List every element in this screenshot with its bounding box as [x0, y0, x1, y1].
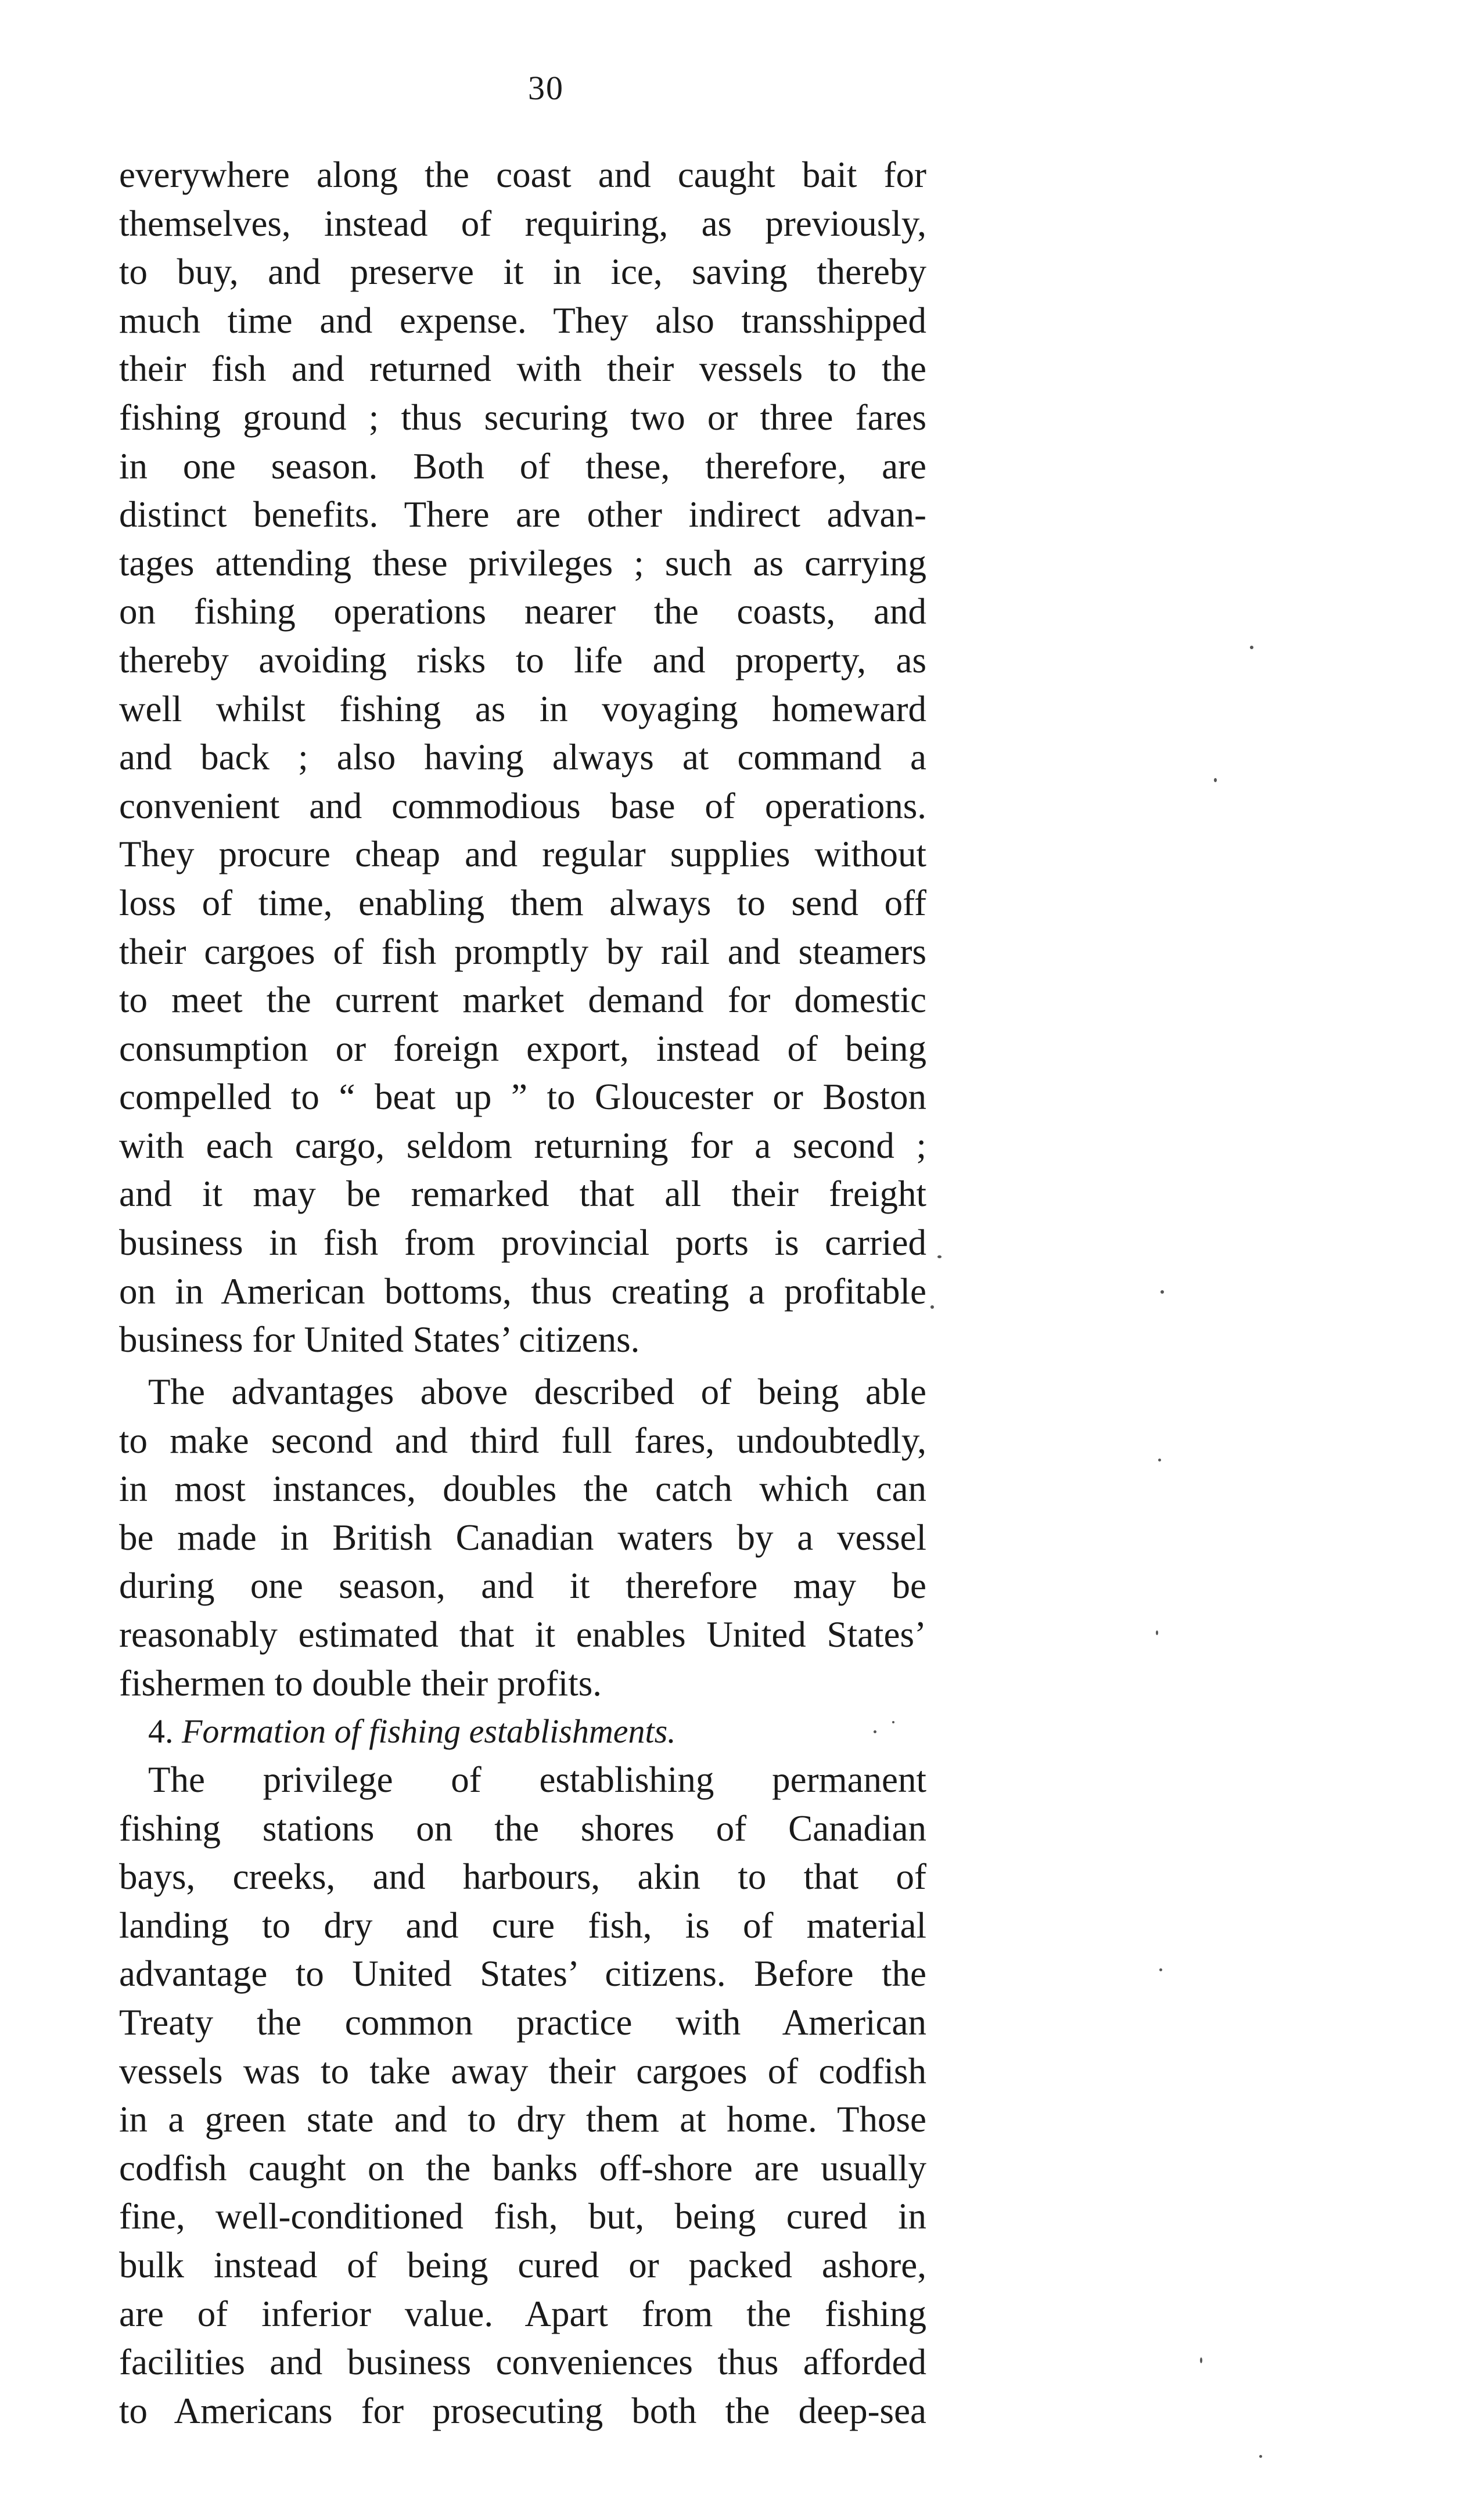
- text-line: on fishing operations nearer the coasts, and: [119, 591, 926, 632]
- section-title: Formation of fishing establishments.: [182, 1712, 676, 1750]
- text-line: facilities and business conveniences thus afforded: [119, 2342, 926, 2383]
- scan-speck: [1159, 1968, 1162, 1971]
- text-line: tages attending these privileges ; such as carrying: [119, 542, 926, 584]
- text-line: convenient and commodious base of operations.: [119, 785, 926, 826]
- text-line: fine, well-conditioned fish, but, being cured in: [119, 2196, 926, 2237]
- text-line: to Americans for prosecuting both the deep-sea: [119, 2390, 926, 2431]
- scan-speck: [874, 1730, 876, 1733]
- text-line: landing to dry and cure fish, is of material: [119, 1905, 926, 1946]
- text-line: codfish caught on the banks off-shore are usually: [119, 2147, 926, 2188]
- text-line: compelled to “ beat up ” to Gloucester or Boston: [119, 1077, 926, 1118]
- scan-speck: [1214, 778, 1217, 782]
- text-line: their cargoes of fish promptly by rail and steamers: [119, 931, 926, 972]
- page-number: 30: [528, 69, 564, 107]
- text-line: in a green state and to dry them at home. Those: [119, 2099, 926, 2140]
- text-line: vessels was to take away their cargoes of codfish: [119, 2050, 926, 2091]
- text-line: loss of time, enabling them always to send off: [119, 882, 926, 923]
- text-line: with each cargo, seldom returning for a second ;: [119, 1125, 926, 1166]
- text-line: and back ; also having always at command a: [119, 737, 926, 778]
- section-heading-line: [119, 1707, 926, 1756]
- scan-speck: [1158, 1459, 1161, 1461]
- text-line: consumption or foreign export, instead of being: [119, 1028, 926, 1069]
- scan-speck: [1160, 1290, 1164, 1294]
- text-line: The advantages above described of being able: [148, 1371, 926, 1412]
- text-line: bays, creeks, and harbours, akin to that of: [119, 1856, 926, 1898]
- text-line: be made in British Canadian waters by a vessel: [119, 1517, 926, 1558]
- text-line: fishing ground ; thus securing two or three fares: [119, 397, 926, 438]
- text-line: themselves, instead of requiring, as previously,: [119, 203, 926, 244]
- text-line: in most instances, doubles the catch which can: [119, 1468, 926, 1510]
- text-line: fishing stations on the shores of Canadian: [119, 1808, 926, 1849]
- text-line: are of inferior value. Apart from the fishing: [119, 2293, 926, 2334]
- text-line: on in American bottoms, thus creating a profitable: [119, 1270, 926, 1312]
- text-line: business for United States’ citizens.: [119, 1319, 640, 1360]
- text-line: business in fish from provincial ports is carried: [119, 1222, 926, 1263]
- paragraph-2: [119, 1368, 926, 1708]
- section-number: 4.: [148, 1712, 174, 1750]
- text-line: reasonably estimated that it enables United States’: [119, 1614, 926, 1655]
- text-line: advantage to United States’ citizens. Before the: [119, 1953, 926, 1995]
- text-line: well whilst fishing as in voyaging homeward: [119, 688, 926, 729]
- scan-speck: [1259, 2455, 1262, 2458]
- text-line: bulk instead of being cured or packed ashore,: [119, 2244, 926, 2285]
- text-line: everywhere along the coast and caught bait for: [119, 154, 926, 195]
- paragraph-3: [119, 1756, 926, 2435]
- scan-speck: [1200, 2357, 1202, 2363]
- paragraph-1: [119, 151, 926, 1365]
- text-line: their fish and returned with their vessels to the: [119, 348, 926, 390]
- text-line: during one season, and it therefore may be: [119, 1565, 926, 1607]
- scan-speck: [937, 1255, 942, 1258]
- scan-speck: [930, 1305, 934, 1309]
- scan-speck: [892, 1721, 894, 1723]
- text-line: much time and expense. They also transshipped: [119, 300, 926, 341]
- text-line: in one season. Both of these, therefore, are: [119, 445, 926, 487]
- text-line: fishermen to double their profits.: [119, 1662, 602, 1704]
- text-line: to make second and third full fares, undoubtedly,: [119, 1420, 926, 1461]
- text-line: The privilege of establishing permanent: [148, 1759, 926, 1800]
- text-line: They procure cheap and regular supplies without: [119, 834, 926, 875]
- text-line: to meet the current market demand for domestic: [119, 980, 926, 1021]
- text-line: distinct benefits. There are other indirect advan-: [119, 494, 926, 535]
- text-line: thereby avoiding risks to life and property, as: [119, 639, 926, 681]
- text-line: Treaty the common practice with American: [119, 2001, 926, 2043]
- text-line: to buy, and preserve it in ice, saving thereby: [119, 251, 926, 293]
- scan-speck: [1250, 646, 1253, 649]
- section-heading: [119, 1707, 926, 1756]
- scan-speck: [1156, 1630, 1158, 1635]
- text-line: and it may be remarked that all their freight: [119, 1173, 926, 1215]
